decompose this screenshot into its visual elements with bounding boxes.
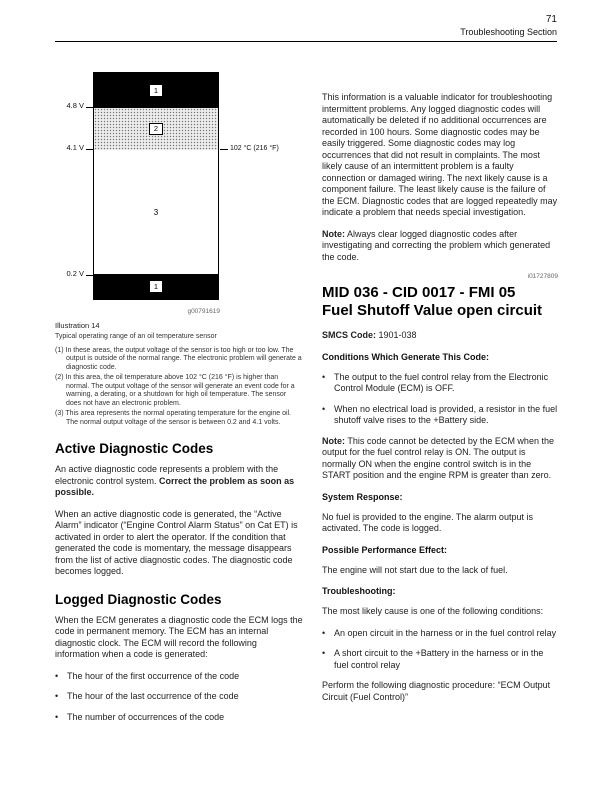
voltage-label-4-1: 4.1 V [66, 143, 84, 152]
voltage-label-0-2: 0.2 V [66, 269, 84, 278]
note-cannot-detect [322, 436, 558, 482]
smcs-value: 1901-038 [376, 330, 417, 340]
list-item [322, 628, 558, 640]
list-item-text: The number of occurrences of the code [67, 711, 225, 722]
tick-0-2 [86, 275, 93, 276]
figure-code: g00791619 [187, 308, 220, 315]
list-item [322, 648, 558, 671]
figure-note-text: This area represents the normal operating temperature for the engine oil. The normal output voltage of the sensor is between 0.2 and 4.1 volts. [65, 410, 292, 426]
figure-region-normal [94, 150, 218, 274]
figure-note [55, 410, 303, 427]
note-label: Note: [322, 435, 345, 446]
smcs-code [322, 330, 558, 342]
heading-performance-effect: Possible Performance Effect: [322, 544, 448, 555]
figure-note-text: In these areas, the output voltage of the sensor is too high or too low. The output is outside of the normal range. The electronic problem will generate a diagnostic code. [65, 346, 302, 371]
figure-oil-temp-sensor [55, 70, 303, 306]
list-item-text: A short circuit to the +Battery in the harness or in the fuel control relay [334, 648, 544, 670]
bullet-marker: • [55, 670, 59, 681]
region-label-2: 2 [149, 123, 163, 136]
voltage-label-4-8: 4.8 V [66, 101, 84, 110]
heading-troubleshooting: Troubleshooting: [322, 586, 396, 596]
paragraph-active-1-normal: An active diagnostic code represents a problem with the electronic control system. [55, 464, 279, 486]
document-id: i01727809 [527, 273, 558, 280]
figure-region-high [94, 73, 218, 108]
header-rule [55, 41, 557, 42]
bullet-marker: • [322, 627, 326, 638]
note-text: This code cannot be detected by the ECM when the output for the fuel control relay is ON. The output is normally ON when the engine control switch is in the START position and the engine RPM is greater than zero. [322, 435, 554, 480]
section-title: Troubleshooting Section [460, 27, 557, 37]
figure-note [55, 374, 303, 408]
temp-callout-label: 102 °C (216 °F) [230, 145, 279, 152]
tick-4-8 [86, 107, 93, 108]
temp-callout-line [220, 149, 228, 150]
note-clear-codes [322, 229, 558, 264]
region-label-3: 3 [153, 207, 159, 217]
figure-caption: Typical operating range of an oil temperature sensor [55, 333, 217, 340]
figure-frame [93, 72, 219, 300]
figure-note [55, 347, 303, 373]
region-label-1-bottom: 1 [149, 280, 163, 293]
paragraph-performance-effect: The engine will not start due to the lack of fuel. [322, 564, 508, 575]
paragraph-logged-1: When the ECM generates a diagnostic code the ECM logs the code in permanent memory. The ECM has an internal diagnostic clock. The ECM will record the following information when a code is generated: [55, 614, 303, 659]
paragraph-active-2: When an active diagnostic code is generated, the “Active Alarm” indicator (“Engine Control Alarm Status” on Cat ET) is activated in order to alert the operator. If the condition that generated the code is momentary, the message disappears from the list of active diagnostic codes. The diagnostic code becomes logged. [55, 508, 298, 576]
bullet-marker: • [322, 648, 326, 658]
figure-region-warning [94, 108, 218, 150]
list-item-text: The hour of the last occurrence of the code [67, 691, 239, 701]
region-label-1-top: 1 [149, 84, 163, 97]
left-column [55, 66, 303, 732]
figure-region-low [94, 274, 218, 299]
illustration-number: Illustration 14 [55, 321, 100, 330]
heading-logged-diagnostic-codes: Logged Diagnostic Codes [55, 591, 222, 607]
list-item [322, 404, 558, 427]
paragraph-intermittent: This information is a valuable indicator for troubleshooting intermittent problems. Any logged diagnostic codes will automatically be deleted if no additional occurrences are recorded in 100 hours. Some diagnostic codes may be easily triggered. Some diagnostic codes may log occurrences that did not result in complaints. The most likely cause of an intermittent problem is a faulty connection or damaged wiring. The next likely cause is a component failure. The least likely cause is the failure of the ECM. Diagnostic codes that are logged repeatedly may indicate a problem that needs special investigation. [322, 92, 558, 217]
right-column [322, 92, 558, 713]
page-number: 71 [545, 14, 557, 25]
heading-system-response: System Response: [322, 491, 403, 502]
bullet-marker: • [55, 691, 59, 701]
topic-title-line1: MID 036 - CID 0017 - FMI 05 [322, 284, 516, 301]
bullet-marker: • [322, 371, 326, 382]
paragraph-active-1 [55, 464, 303, 499]
paragraph-system-response: No fuel is provided to the engine. The alarm output is activated. The code is logged. [322, 511, 533, 533]
heading-conditions: Conditions Which Generate This Code: [322, 351, 490, 362]
figure-note-num: (3) [55, 410, 64, 417]
note-text: Always clear logged diagnostic codes after investigating and correcting the problem which generated the code. [322, 228, 551, 262]
list-item-text: An open circuit in the harness or in the fuel control relay [334, 627, 557, 638]
topic-title [322, 284, 558, 320]
list-item-text: The hour of the first occurrence of the code [67, 670, 240, 681]
figure-note-num: (1) [55, 346, 64, 354]
list-item-text: When no electrical load is provided, a resistor in the fuel shutoff valve rises to the +Battery side. [334, 403, 558, 425]
paragraph-troubleshooting: The most likely cause is one of the following conditions: [322, 606, 544, 616]
list-item [55, 712, 303, 724]
figure-note-text: In this area, the oil temperature above 102 °C (216 °F) is higher than normal. The output voltage of the sensor will generate an event code for a warning, a derating, or a shutdown for high oil temperature. The sensor does not have an electronic problem. [65, 374, 295, 407]
figure-note-num: (2) [55, 374, 64, 381]
list-item [322, 372, 558, 395]
list-item [55, 671, 303, 683]
list-item-text: The output to the fuel control relay from the Electronic Control Module (ECM) is OFF. [334, 371, 549, 393]
smcs-label: SMCS Code: [322, 330, 376, 340]
bullet-marker: • [55, 711, 59, 722]
heading-active-diagnostic-codes: Active Diagnostic Codes [55, 441, 214, 456]
note-label: Note: [322, 228, 345, 239]
paragraph-active-1-bold: Correct the problem as soon as possible. [55, 475, 295, 497]
paragraph-procedure: Perform the following diagnostic procedure: “ECM Output Circuit (Fuel Control)” [322, 680, 551, 702]
topic-title-line2: Fuel Shutoff Value open circuit [322, 302, 543, 319]
bullet-marker: • [322, 403, 326, 414]
list-item [55, 691, 303, 703]
tick-4-1 [86, 149, 93, 150]
